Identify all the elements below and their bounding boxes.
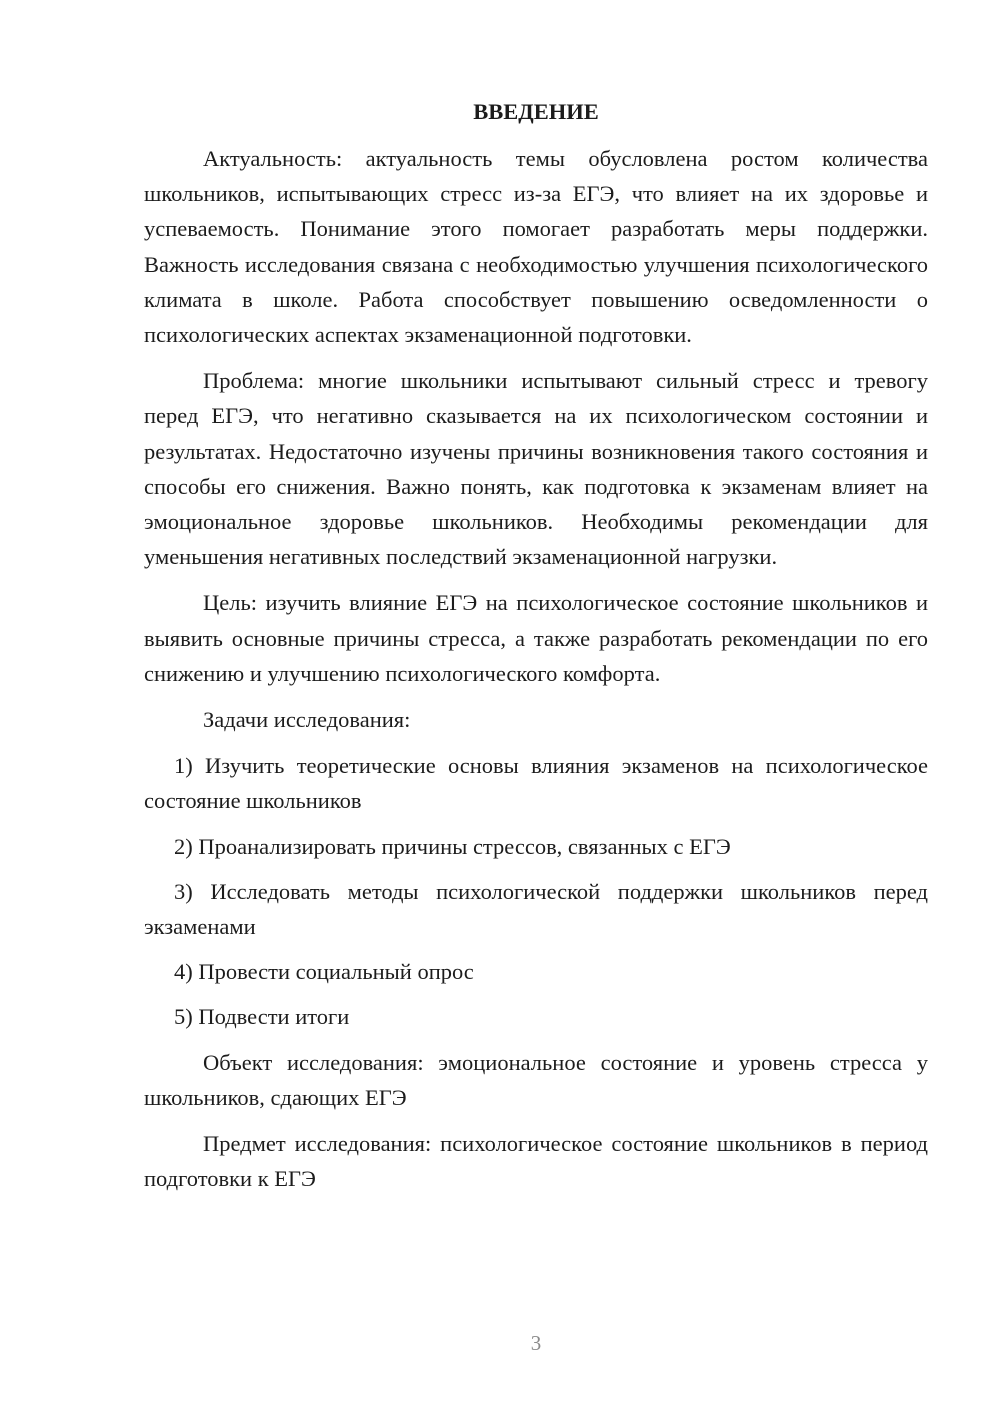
paragraph-relevance: Актуальность: актуальность темы обусловлена ростом количества школьников, испытывающих стресс из-за ЕГЭ, что влияет на их здоровье и успеваемость. Понимание этого помогает разработать меры поддержки. Важность исследования связана с необходимостью улучшения психологического климата в школе. Работа способствует повышению осведомленности о психологических аспектах экзаменационной подготовки. xyxy=(144,146,928,348)
paragraph-object: Объект исследования: эмоциональное состояние и уровень стресса у школьников, сдающих ЕГЭ xyxy=(144,1049,928,1110)
page-title: ВВЕДЕНИЕ xyxy=(473,99,599,124)
task-item-5: 5) Подвести итоги xyxy=(174,1004,350,1030)
task-item-2: 2) Проанализировать причины стрессов, связанных с ЕГЭ xyxy=(174,833,731,859)
tasks-heading: Задачи исследования: xyxy=(203,707,411,733)
task-item-4: 4) Провести социальный опрос xyxy=(174,959,474,985)
paragraph-subject: Предмет исследования: психологическое состояние школьников в период подготовки к ЕГЭ xyxy=(144,1131,928,1192)
page-content xyxy=(144,94,928,1207)
paragraph-goal: Цель: изучить влияние ЕГЭ на психологическое состояние школьников и выявить основные причины стресса, а также разработать рекомендации по его снижению и улучшению психологического комфорта. xyxy=(144,590,928,686)
paragraph-problem: Проблема: многие школьники испытывают сильный стресс и тревогу перед ЕГЭ, что негативно сказывается на их психологическом состоянии и результатах. Недостаточно изучены причины возникновения такого состояния и способы его снижения. Важно понять, как подготовка к экзаменам влияет на эмоциональное здоровье школьников. Необходимы рекомендации для уменьшения негативных последствий экзаменационной нагрузки. xyxy=(144,368,928,570)
page-number: 3 xyxy=(530,1331,542,1355)
task-item-1: 1) Изучить теоретические основы влияния экзаменов на психологическое состояние школьников xyxy=(144,753,928,814)
task-item-3: 3) Исследовать методы психологической поддержки школьников перед экзаменами xyxy=(144,878,928,940)
